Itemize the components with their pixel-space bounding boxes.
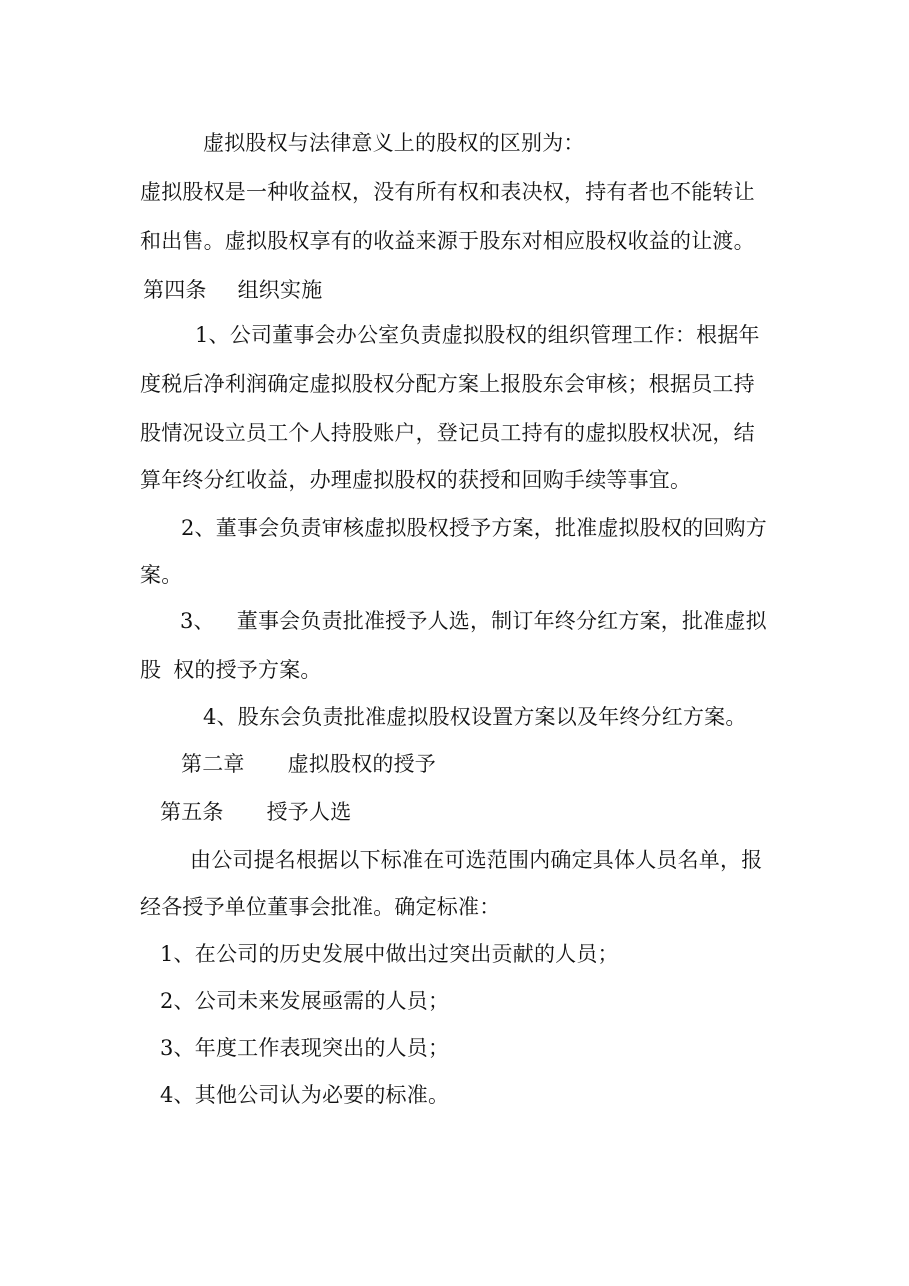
item-1-line: 度税后净利润确定虚拟股权分配方案上报股东会审核；根据员工持: [140, 372, 755, 396]
item-3-text: 董事会负责批准授予人选，制订年终分红方案，批准虚拟: [236, 609, 767, 633]
item-3-number: 3、: [180, 609, 215, 633]
item-1-line: 算年终分红收益，办理虚拟股权的获授和回购手续等事宜。: [140, 468, 692, 492]
chapter-number: 第二章: [181, 752, 245, 776]
criteria-item: 4、其他公司认为必要的标准。: [160, 1083, 450, 1107]
criteria-item: 3、年度工作表现突出的人员；: [160, 1036, 450, 1060]
item-4-line: 4、股东会负责批准虚拟股权设置方案以及年终分红方案。: [203, 705, 747, 729]
article-number: 第四条: [143, 278, 207, 302]
article-5-heading: [160, 797, 351, 827]
item-3-line: [180, 606, 767, 636]
item-1-line: 股情况设立员工个人持股账户，登记员工持有的虚拟股权状况，结: [140, 421, 755, 445]
item-2-line: 2、董事会负责审核虚拟股权授予方案，批准虚拟股权的回购方: [181, 516, 767, 540]
intro-paragraph-line: 虚拟股权是一种收益权，没有所有权和表决权，持有者也不能转让: [140, 180, 755, 204]
article-4-heading: [143, 275, 322, 305]
selection-line: 由公司提名根据以下标准在可选范围内确定具体人员名单，报: [190, 848, 763, 872]
item-2-line: 案。: [140, 563, 183, 587]
chapter-2-heading: [181, 749, 436, 779]
criteria-item: 1、在公司的历史发展中做出过突出贡献的人员；: [160, 942, 619, 966]
intro-heading: 虚拟股权与法律意义上的股权的区别为：: [203, 131, 585, 155]
item-1-line: 1、公司董事会办公室负责虚拟股权的组织管理工作：根据年: [195, 323, 760, 347]
intro-paragraph-line: 和出售。虚拟股权享有的收益来源于股东对相应股权收益的让渡。: [140, 229, 755, 253]
item-3-line: [140, 655, 322, 685]
criteria-item: 2、公司未来发展亟需的人员；: [160, 989, 450, 1013]
chapter-title: 虚拟股权的授予: [287, 752, 437, 776]
item-3-text: 权的授予方案。: [173, 658, 322, 682]
selection-line: 经各授予单位董事会批准。确定标准：: [140, 895, 501, 919]
article-title: 组织实施: [237, 278, 323, 302]
item-3-text: 股: [140, 658, 162, 682]
article-number: 第五条: [160, 800, 224, 824]
article-title: 授予人选: [266, 800, 352, 824]
